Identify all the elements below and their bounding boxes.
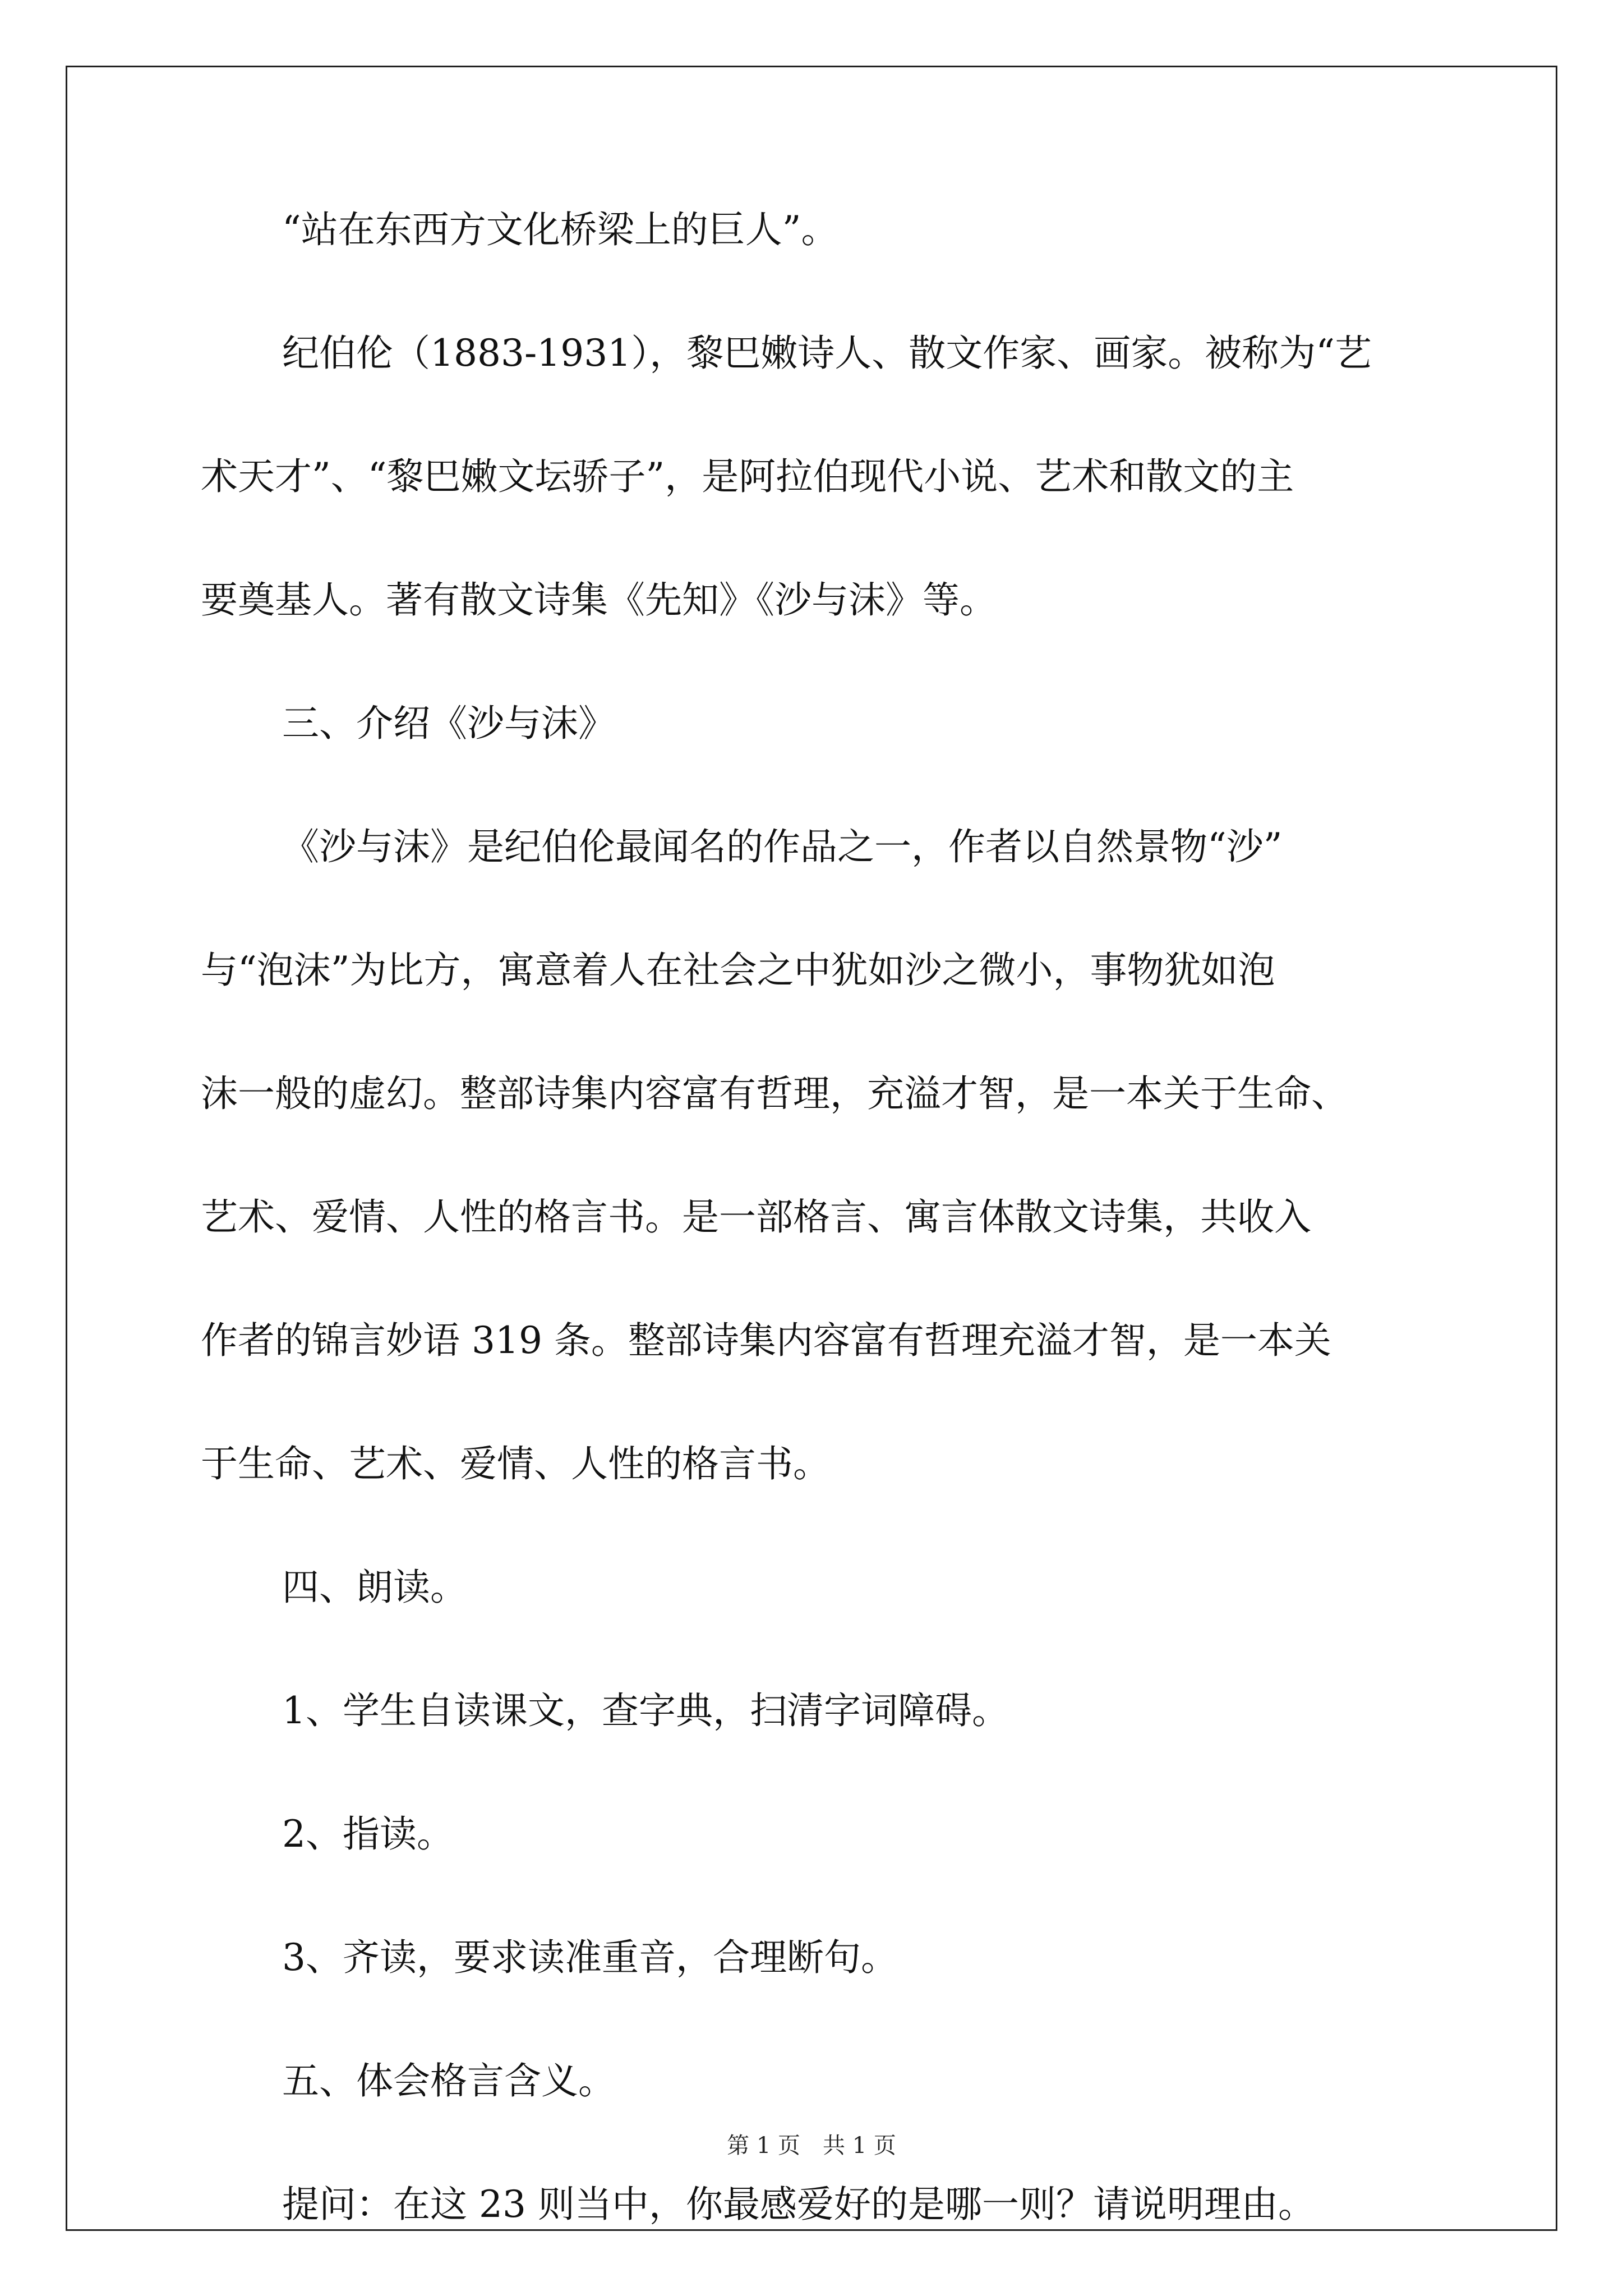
text-line-8: 沫一般的虚幻。整部诗集内容富有哲理，充溢才智，是一本关于生命、 [201, 1072, 1348, 1115]
section-heading-4: 四、朗读。 [282, 1566, 467, 1609]
text-line-4: 要奠基人。著有散文诗集《先知》《沙与沫》等。 [201, 578, 997, 622]
text-line-10: 作者的锦言妙语 319 条。整部诗集内容富有哲理充溢才智，是一本关 [201, 1319, 1331, 1362]
text-line-11: 于生命、艺术、爱情、人性的格言书。 [201, 1442, 830, 1485]
section-heading-3: 三、介绍《沙与沫》 [282, 702, 615, 745]
question-line: 提问：在这 23 则当中，你最感爱好的是哪一则？请说明理由。 [282, 2183, 1315, 2226]
page-footer: 第 1 页 共 1 页 [727, 2133, 896, 2159]
text-line-9: 艺术、爱情、人性的格言书。是一部格言、寓言体散文诗集，共收入 [201, 1195, 1311, 1239]
text-line-6: 《沙与沫》是纪伯伦最闻名的作品之一，作者以自然景物“沙” [282, 825, 1283, 868]
text-line-2: 纪伯伦（1883-1931），黎巴嫩诗人、散文作家、画家。被称为“艺 [282, 332, 1372, 375]
section-heading-5: 五、体会格言含义。 [282, 2059, 615, 2102]
text-line-3: 术天才”、“黎巴嫩文坛骄子”，是阿拉伯现代小说、艺术和散文的主 [201, 455, 1294, 498]
page-border [66, 66, 1557, 2231]
list-item-3: 3、齐读，要求读准重音，合理断句。 [282, 1936, 898, 1979]
list-item-1: 1、学生自读课文，查字典，扫清字词障碍。 [282, 1689, 1009, 1732]
list-item-2: 2、指读。 [282, 1812, 454, 1856]
text-line-1: “站在东西方文化桥梁上的巨人”。 [282, 208, 838, 251]
text-line-7: 与“泡沫”为比方，寓意着人在社会之中犹如沙之微小，事物犹如泡 [201, 949, 1275, 992]
